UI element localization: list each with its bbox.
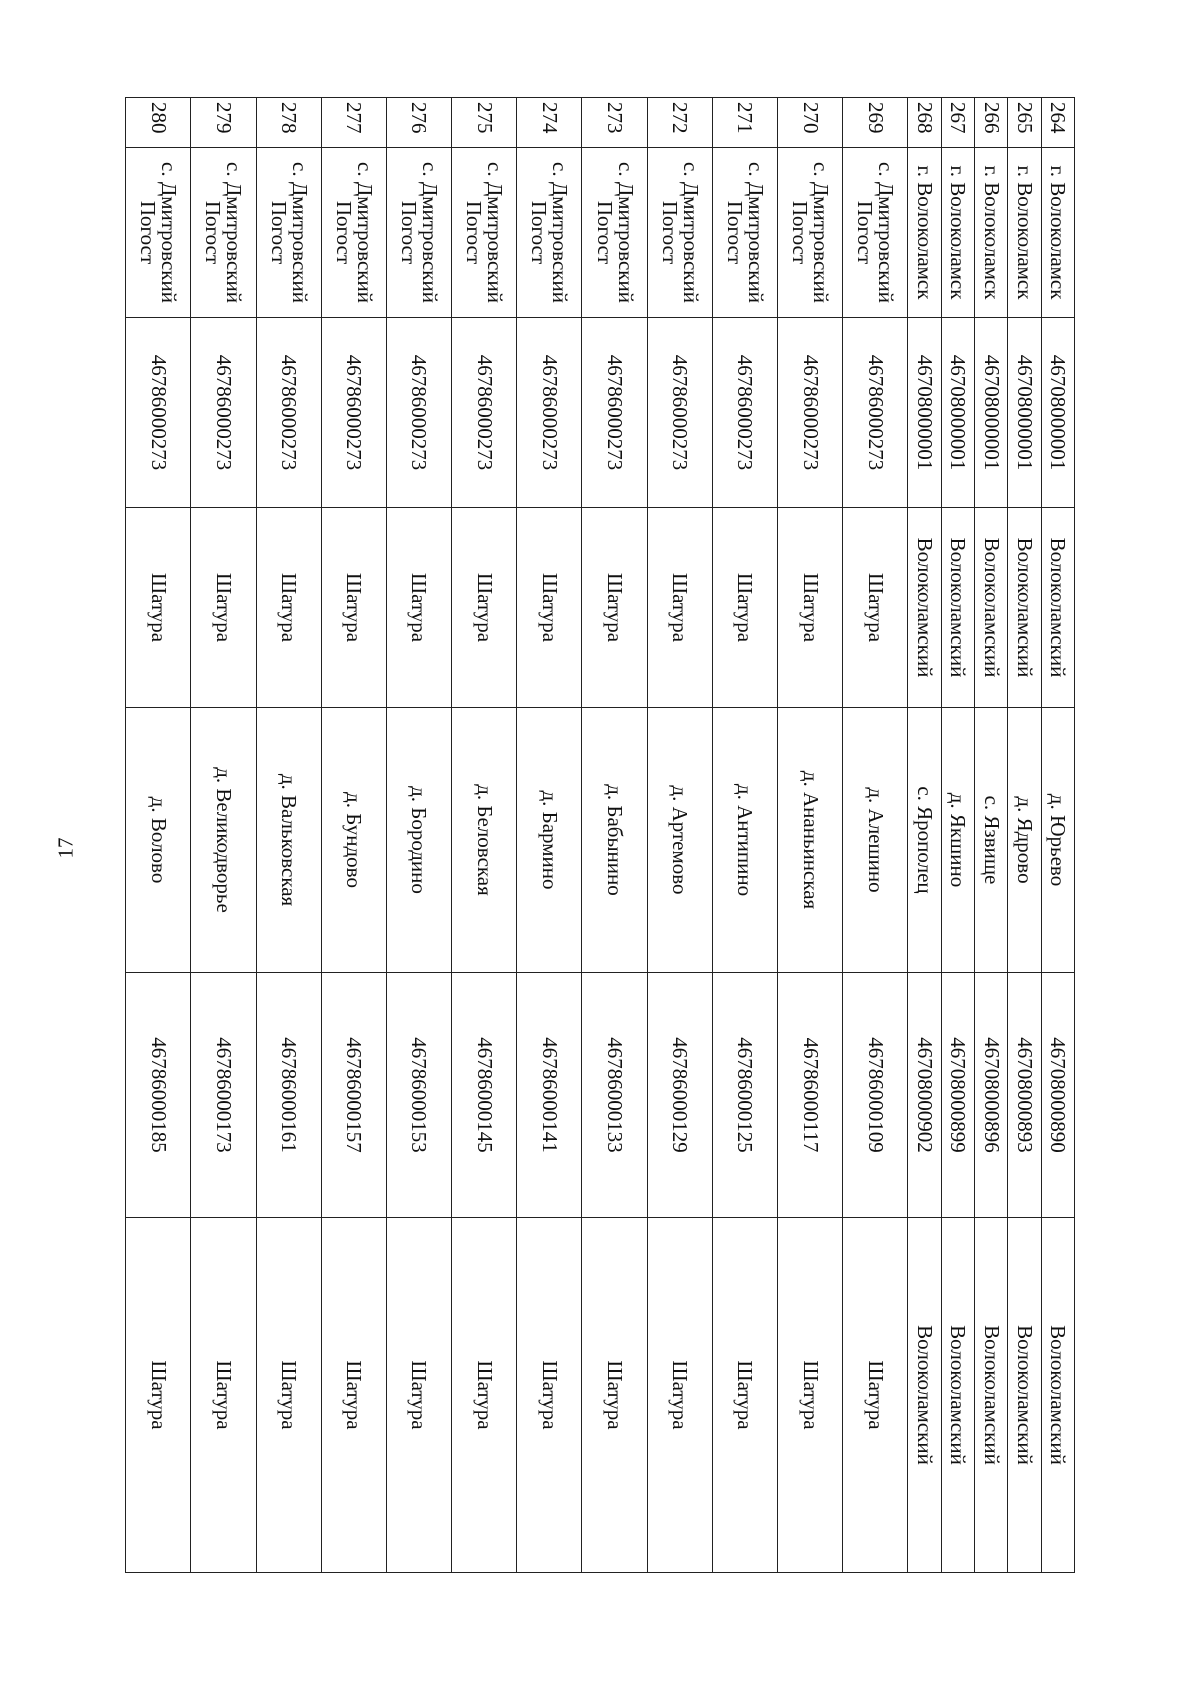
settlement-cell: с. Дмитровский Погост — [777, 148, 842, 318]
row-number-cell: 277 — [321, 98, 386, 148]
district-cell: Волоколамский — [974, 508, 1007, 708]
table-row — [1008, 98, 1041, 1573]
locality-district-cell: Шатура — [321, 1218, 386, 1573]
locality-oktmo-code-cell: 46786000185 — [126, 973, 191, 1218]
oktmo-code-cell: 46708000001 — [1041, 318, 1074, 508]
row-number-cell: 275 — [452, 98, 517, 148]
settlements-table-rotated — [125, 97, 1075, 1572]
table-row — [517, 98, 582, 1573]
district-cell: Шатура — [517, 508, 582, 708]
locality-cell: д. Бармино — [517, 708, 582, 973]
oktmo-code-cell: 46708000001 — [908, 318, 941, 508]
settlement-cell: г. Волоколамск — [1008, 148, 1041, 318]
settlement-cell: с. Дмитровский Погост — [517, 148, 582, 318]
locality-cell: д. Якшино — [941, 708, 974, 973]
settlement-cell: с. Дмитровский Погост — [452, 148, 517, 318]
table-row — [452, 98, 517, 1573]
locality-oktmo-code-cell: 46786000133 — [582, 973, 647, 1218]
locality-oktmo-code-cell: 46786000161 — [256, 973, 321, 1218]
settlement-cell: г. Волоколамск — [908, 148, 941, 318]
oktmo-code-cell: 46786000273 — [843, 318, 908, 508]
locality-oktmo-code-cell: 46786000157 — [321, 973, 386, 1218]
locality-oktmo-code-cell: 46708000890 — [1041, 973, 1074, 1218]
oktmo-code-cell: 46708000001 — [941, 318, 974, 508]
locality-cell: д. Алешино — [843, 708, 908, 973]
settlement-cell: с. Дмитровский Погост — [843, 148, 908, 318]
locality-district-cell: Шатура — [843, 1218, 908, 1573]
table-row — [843, 98, 908, 1573]
row-number-cell: 269 — [843, 98, 908, 148]
table-row — [908, 98, 941, 1573]
district-cell: Волоколамский — [908, 508, 941, 708]
settlement-cell: с. Дмитровский Погост — [126, 148, 191, 318]
oktmo-code-cell: 46786000273 — [517, 318, 582, 508]
locality-cell: д. Бабынино — [582, 708, 647, 973]
table-row — [191, 98, 256, 1573]
settlement-cell: с. Дмитровский Погост — [191, 148, 256, 318]
locality-oktmo-code-cell: 46708000896 — [974, 973, 1007, 1218]
row-number-cell: 280 — [126, 98, 191, 148]
oktmo-code-cell: 46786000273 — [191, 318, 256, 508]
district-cell: Шатура — [712, 508, 777, 708]
district-cell: Шатура — [386, 508, 451, 708]
locality-district-cell: Шатура — [777, 1218, 842, 1573]
oktmo-code-cell: 46786000273 — [777, 318, 842, 508]
oktmo-code-cell: 46786000273 — [452, 318, 517, 508]
oktmo-code-cell: 46786000273 — [126, 318, 191, 508]
row-number-cell: 265 — [1008, 98, 1041, 148]
locality-oktmo-code-cell: 46786000125 — [712, 973, 777, 1218]
locality-district-cell: Шатура — [712, 1218, 777, 1573]
district-cell: Волоколамский — [1008, 508, 1041, 708]
row-number-cell: 270 — [777, 98, 842, 148]
settlement-cell: с. Дмитровский Погост — [386, 148, 451, 318]
oktmo-code-cell: 46786000273 — [582, 318, 647, 508]
row-number-cell: 279 — [191, 98, 256, 148]
oktmo-code-cell: 46786000273 — [712, 318, 777, 508]
locality-oktmo-code-cell: 46786000129 — [647, 973, 712, 1218]
row-number-cell: 271 — [712, 98, 777, 148]
table-row — [974, 98, 1007, 1573]
row-number-cell: 266 — [974, 98, 1007, 148]
row-number-cell: 268 — [908, 98, 941, 148]
oktmo-code-cell: 46786000273 — [256, 318, 321, 508]
district-cell: Шатура — [843, 508, 908, 708]
district-cell: Шатура — [256, 508, 321, 708]
settlements-table — [125, 97, 1075, 1573]
table-row — [941, 98, 974, 1573]
table-row — [1041, 98, 1074, 1573]
locality-oktmo-code-cell: 46786000173 — [191, 973, 256, 1218]
table-row — [386, 98, 451, 1573]
district-cell: Волоколамский — [941, 508, 974, 708]
row-number-cell: 274 — [517, 98, 582, 148]
oktmo-code-cell: 46786000273 — [321, 318, 386, 508]
row-number-cell: 267 — [941, 98, 974, 148]
locality-oktmo-code-cell: 46786000109 — [843, 973, 908, 1218]
settlement-cell: с. Дмитровский Погост — [647, 148, 712, 318]
locality-cell: д. Волово — [126, 708, 191, 973]
table-row — [647, 98, 712, 1573]
district-cell: Шатура — [191, 508, 256, 708]
locality-cell: д. Бундово — [321, 708, 386, 973]
locality-district-cell: Волоколамский — [908, 1218, 941, 1573]
row-number-cell: 273 — [582, 98, 647, 148]
locality-district-cell: Шатура — [191, 1218, 256, 1573]
locality-district-cell: Волоколамский — [1041, 1218, 1074, 1573]
district-cell: Шатура — [126, 508, 191, 708]
locality-district-cell: Шатура — [517, 1218, 582, 1573]
locality-oktmo-code-cell: 46708000902 — [908, 973, 941, 1218]
district-cell: Шатура — [582, 508, 647, 708]
locality-cell: д. Великодворье — [191, 708, 256, 973]
locality-district-cell: Шатура — [386, 1218, 451, 1573]
locality-oktmo-code-cell: 46708000893 — [1008, 973, 1041, 1218]
page-number: 17 — [53, 837, 78, 859]
settlement-cell: г. Волоколамск — [1041, 148, 1074, 318]
locality-cell: д. Ананьинская — [777, 708, 842, 973]
locality-cell: с. Язвище — [974, 708, 1007, 973]
district-cell: Шатура — [452, 508, 517, 708]
row-number-cell: 278 — [256, 98, 321, 148]
locality-cell: д. Вальковская — [256, 708, 321, 973]
locality-oktmo-code-cell: 46708000899 — [941, 973, 974, 1218]
oktmo-code-cell: 46708000001 — [1008, 318, 1041, 508]
locality-cell: д. Беловская — [452, 708, 517, 973]
row-number-cell: 272 — [647, 98, 712, 148]
oktmo-code-cell: 46786000273 — [647, 318, 712, 508]
settlement-cell: с. Дмитровский Погост — [256, 148, 321, 318]
district-cell: Шатура — [777, 508, 842, 708]
table-row — [256, 98, 321, 1573]
table-row — [712, 98, 777, 1573]
locality-cell: д. Ядрово — [1008, 708, 1041, 973]
locality-district-cell: Волоколамский — [1008, 1218, 1041, 1573]
settlement-cell: г. Волоколамск — [974, 148, 1007, 318]
locality-district-cell: Шатура — [582, 1218, 647, 1573]
district-cell: Волоколамский — [1041, 508, 1074, 708]
locality-district-cell: Шатура — [452, 1218, 517, 1573]
locality-oktmo-code-cell: 46786000145 — [452, 973, 517, 1218]
settlement-cell: г. Волоколамск — [941, 148, 974, 318]
locality-oktmo-code-cell: 46786000117 — [777, 973, 842, 1218]
settlement-cell: с. Дмитровский Погост — [582, 148, 647, 318]
locality-cell: д. Бородино — [386, 708, 451, 973]
district-cell: Шатура — [321, 508, 386, 708]
table-body — [126, 98, 1075, 1573]
settlement-cell: с. Дмитровский Погост — [321, 148, 386, 318]
locality-oktmo-code-cell: 46786000141 — [517, 973, 582, 1218]
locality-oktmo-code-cell: 46786000153 — [386, 973, 451, 1218]
locality-cell: д. Юрьево — [1041, 708, 1074, 973]
locality-district-cell: Волоколамский — [941, 1218, 974, 1573]
table-row — [582, 98, 647, 1573]
locality-district-cell: Волоколамский — [974, 1218, 1007, 1573]
settlement-cell: с. Дмитровский Погост — [712, 148, 777, 318]
locality-district-cell: Шатура — [647, 1218, 712, 1573]
locality-district-cell: Шатура — [256, 1218, 321, 1573]
oktmo-code-cell: 46786000273 — [386, 318, 451, 508]
table-row — [321, 98, 386, 1573]
table-row — [126, 98, 191, 1573]
row-number-cell: 264 — [1041, 98, 1074, 148]
row-number-cell: 276 — [386, 98, 451, 148]
district-cell: Шатура — [647, 508, 712, 708]
oktmo-code-cell: 46708000001 — [974, 318, 1007, 508]
locality-cell: д. Антипино — [712, 708, 777, 973]
locality-cell: с. Ярополец — [908, 708, 941, 973]
table-row — [777, 98, 842, 1573]
locality-cell: д. Артемово — [647, 708, 712, 973]
locality-district-cell: Шатура — [126, 1218, 191, 1573]
